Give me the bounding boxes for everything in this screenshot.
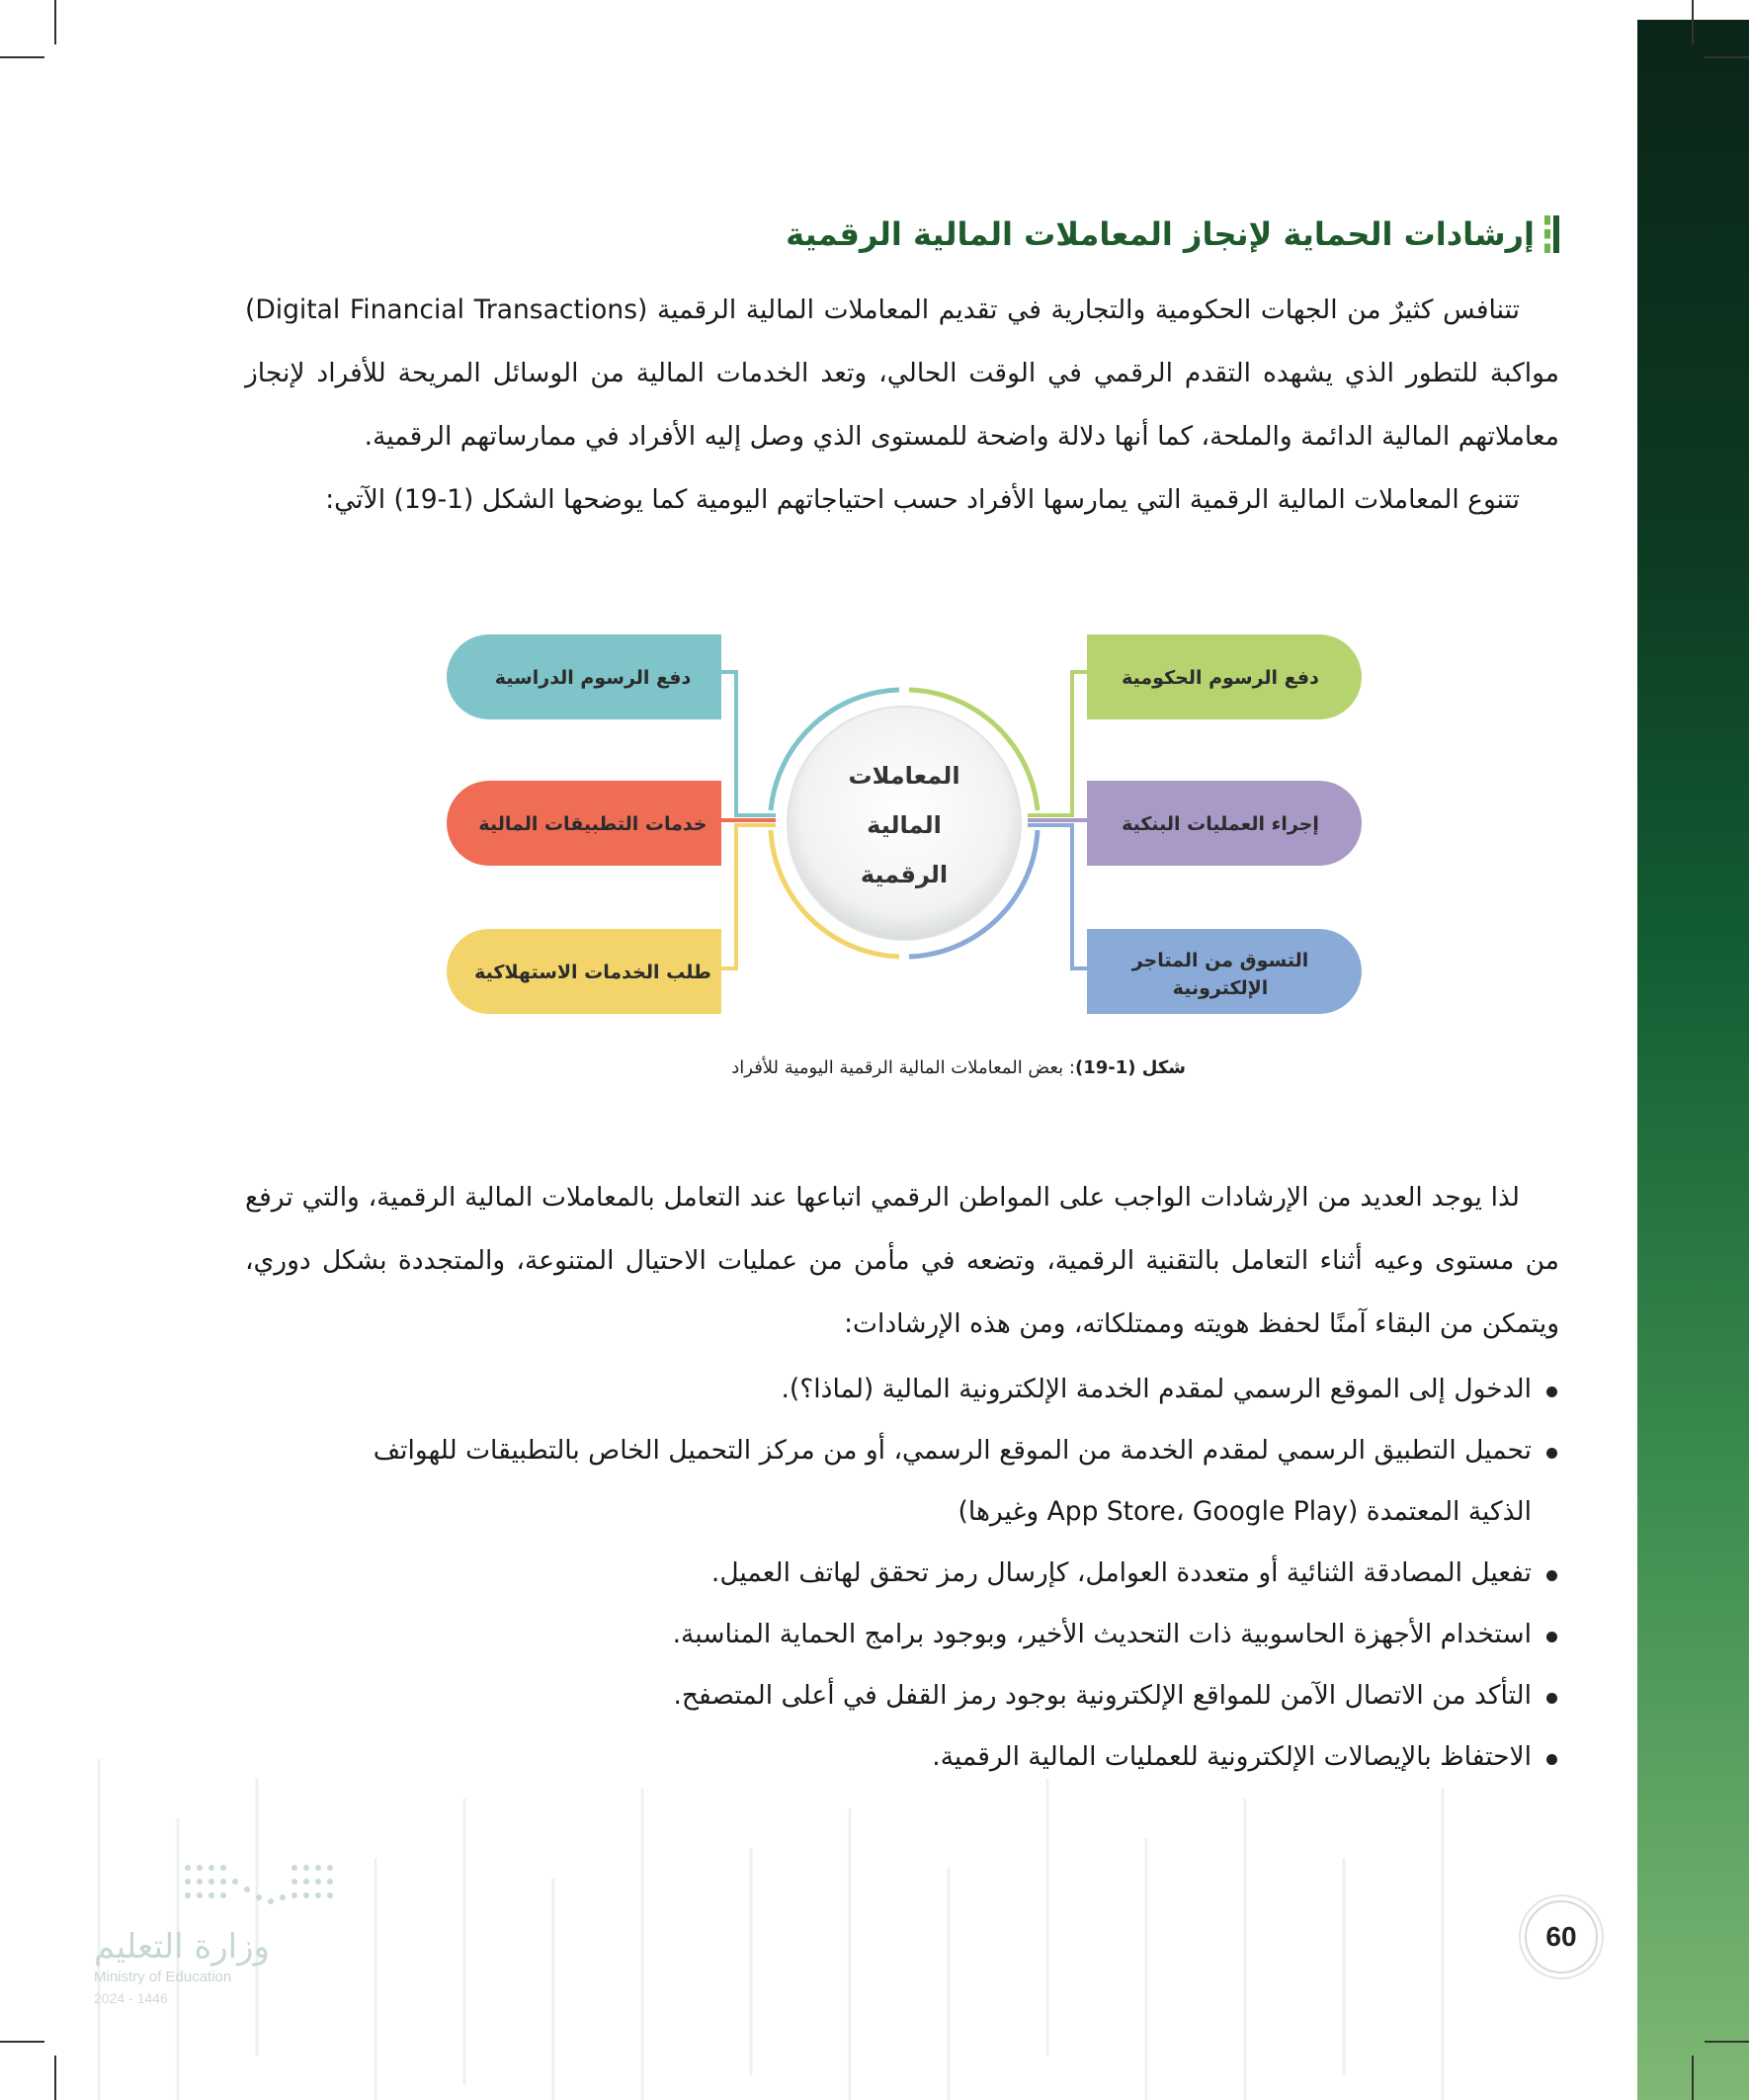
list-item-continuation: الذكية المعتمدة (App Store، Google Play وغيرها) <box>958 1496 1532 1527</box>
crop-mark <box>1692 2056 1694 2100</box>
crop-mark <box>0 2041 44 2043</box>
guidance-paragraph <box>245 1166 1559 1356</box>
pill-banking-label: إجراء العمليات البنكية <box>1122 813 1319 835</box>
transactions-diagram <box>435 623 1374 1038</box>
pill-utilities-label: طلب الخدمات الاستهلاكية <box>474 962 711 983</box>
guidance-paragraph-text: لذا يوجد العديد من الإرشادات الواجب على المواطن الرقمي اتباعها عند التعامل بالمعاملات المالية الرقمية، والتي ترفع من مستوى وعيه أثناء التعامل بالتقنية الرقمية، وتضعه في مأمن من عمليات الاحتيال المتنوعة، والمتجددة بشكل دوري، ويتمكن من البقاء آمنًا لحفظ هويته وممتلكاته، ومن هذه الإرشادات: <box>245 1182 1559 1339</box>
pill-fin-apps-label: خدمات التطبيقات المالية <box>478 813 708 835</box>
crop-mark <box>0 56 44 58</box>
crop-mark <box>54 2056 56 2100</box>
page-number: 60 <box>1531 1906 1592 1968</box>
pill-eshop-label-2: الإلكترونية <box>1172 977 1269 999</box>
intro-paragraph-1: تتنافس كثيرٌ من الجهات الحكومية والتجارية في تقديم المعاملات المالية الرقمية (Digital Financial Transactions) مواكبة للتطور الذي يشهده التقدم الرقمي في الوقت الحالي، وتعد الخدمات المالية من الوسائل المريحة للأفراد لإنجاز معاملاتهم المالية الدائمة والملحة، كما أنها دلالة واضحة للمستوى الذي وصل إليه الأفراد في ممارساتهم الرقمية. <box>245 294 1559 452</box>
crop-mark <box>1705 2041 1749 2043</box>
pill-gov-fees-label: دفع الرسوم الحكومية <box>1122 667 1319 689</box>
center-label-1: المعاملات <box>848 762 960 790</box>
guidelines-list <box>245 1359 1559 1788</box>
crop-mark <box>1705 56 1749 58</box>
center-label-3: الرقمية <box>860 861 949 888</box>
list-item: الدخول إلى الموقع الرسمي لمقدم الخدمة الإلكترونية المالية (لماذا؟). <box>245 1359 1559 1420</box>
ministry-year: 2024 - 1446 <box>94 1990 168 2006</box>
heading-text: إرشادات الحماية لإنجاز المعاملات المالية الرقمية <box>786 215 1535 253</box>
intro-paragraph-2: تتنوع المعاملات المالية الرقمية التي يمارسها الأفراد حسب احتياجاتهم اليومية كما يوضحها الشكل (1-19) الآتي: <box>325 484 1520 515</box>
list-item: التأكد من الاتصال الآمن للمواقع الإلكترونية بوجود رمز القفل في أعلى المتصفح. <box>245 1665 1559 1726</box>
figure-caption-label: شكل (1-19) <box>1074 1057 1186 1078</box>
list-item: تحميل التطبيق الرسمي لمقدم الخدمة من الموقع الرسمي، أو من مركز التحميل الخاص بالتطبيقات للهواتف الذكية المعتمدة (App Store، Google Play وغيرها) <box>245 1420 1559 1543</box>
crop-mark <box>1692 0 1694 44</box>
ministry-logo <box>94 1858 292 2016</box>
ministry-name-ar: وزارة التعليم <box>94 1927 270 1967</box>
center-label-2: المالية <box>867 811 942 839</box>
intro-paragraphs <box>245 279 1559 532</box>
side-color-bar <box>1637 20 1749 2100</box>
section-heading <box>786 215 1559 253</box>
figure-caption-text: : بعض المعاملات المالية الرقمية اليومية للأفراد <box>731 1057 1075 1078</box>
page-number-badge <box>1517 1892 1606 1981</box>
pill-tuition-label: دفع الرسوم الدراسية <box>494 667 692 689</box>
list-item: استخدام الأجهزة الحاسوبية ذات التحديث الأخير، وبوجود برامج الحماية المناسبة. <box>245 1604 1559 1665</box>
crop-mark <box>54 0 56 44</box>
heading-marker-icon <box>1544 215 1559 253</box>
list-item: الاحتفاظ بالإيصالات الإلكترونية للعمليات المالية الرقمية. <box>245 1726 1559 1788</box>
figure-caption <box>731 1057 1186 1078</box>
ministry-dots-icon <box>178 1858 356 1917</box>
pill-eshop-label-1: التسوق من المتاجر <box>1131 950 1309 971</box>
list-item: تفعيل المصادقة الثنائية أو متعددة العوامل، كإرسال رمز تحقق لهاتف العميل. <box>245 1543 1559 1604</box>
pill-eshop <box>1087 929 1362 1014</box>
ministry-name-en: Ministry of Education <box>94 1969 232 1985</box>
